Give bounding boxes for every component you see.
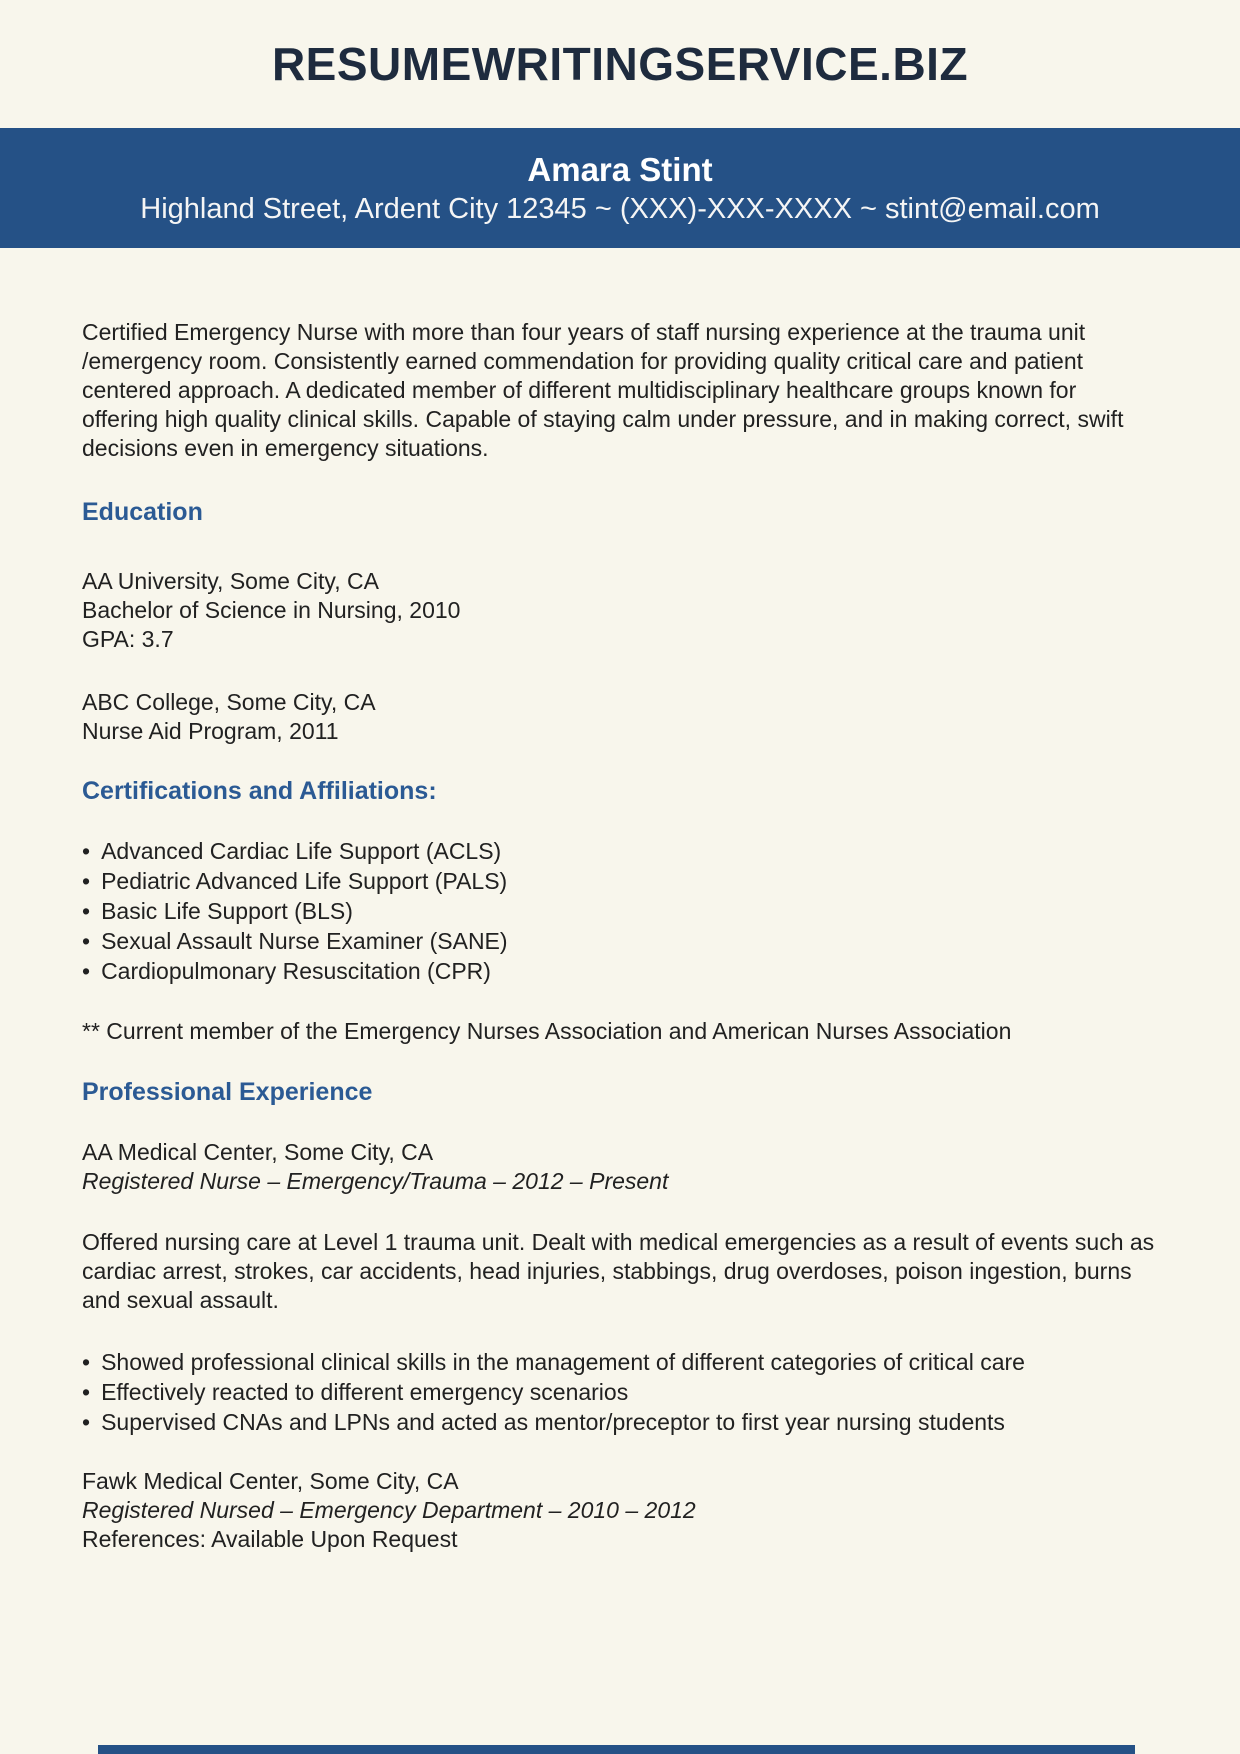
education-line: AA University, Some City, CA [82,568,379,594]
certification-item [82,926,1158,956]
certifications-list [82,836,1158,986]
education-line: Bachelor of Science in Nursing, 2010 [82,597,461,623]
certification-text: Pediatric Advanced Life Support (PALS) [101,868,508,894]
job-1-employer: AA Medical Center, Some City, CA [82,1139,434,1165]
name-banner [0,128,1240,248]
job-1-header [82,1138,1158,1196]
job-1-bullets [82,1347,1158,1437]
certification-item [82,836,1158,866]
candidate-name: Amara Stint [527,151,713,188]
job-bullet-text: Showed professional clinical skills in the management of different categories of critical care [101,1349,1025,1375]
references-line: References: Available Upon Request [82,1526,458,1552]
certification-item [82,866,1158,896]
certification-text: Sexual Assault Nurse Examiner (SANE) [101,928,508,954]
certification-item [82,896,1158,926]
job-bullet-text: Supervised CNAs and LPNs and acted as mentor/preceptor to first year nursing students [101,1409,1005,1435]
certification-text: Advanced Cardiac Life Support (ACLS) [101,838,502,864]
education-line: ABC College, Some City, CA [82,689,376,715]
job-bullet-text: Effectively reacted to different emergency scenarios [101,1379,629,1405]
section-heading-certifications: Certifications and Affiliations: [82,777,437,805]
certification-item [82,956,1158,986]
certification-text: Cardiopulmonary Resuscitation (CPR) [101,958,491,984]
site-title: RESUMEWRITINGSERVICE.BIZ [271,38,969,90]
bullet-icon: • [82,838,91,864]
resume-body [0,248,1240,1554]
section-heading-experience: Professional Experience [82,1078,373,1106]
bullet-icon: • [82,928,91,954]
job-1-description: Offered nursing care at Level 1 trauma unit. Dealt with medical emergencies as a result of events such as cardiac arrest, strokes, car accidents, head injuries, stabbings, drug overdoses, poison ingestion, burns and sexual assault. [82,1229,1155,1313]
job-2-employer: Fawk Medical Center, Some City, CA [82,1468,459,1494]
bullet-icon: • [82,958,91,984]
job-bullet-item [82,1407,1158,1437]
job-2-title-line: Registered Nursed – Emergency Department – 2010 – 2012 [82,1497,696,1523]
contact-line: Highland Street, Ardent City 12345 ~ (XXX)-XXX-XXXX ~ stint@email.com [140,193,1100,225]
job-1-title-line: Registered Nurse – Emergency/Trauma – 2012 – Present [82,1168,669,1194]
section-heading-education: Education [82,498,203,526]
footer-accent-bar [98,1745,1135,1754]
bullet-icon: • [82,1379,91,1405]
education-entry-2 [82,688,1158,746]
summary-paragraph: Certified Emergency Nurse with more than four years of staff nursing experience at the trauma unit /emergency room. Consistently earned commendation for providing quality critical care and patient centered approach. A dedicated member of different multidisciplinary healthcare groups known for offering high quality clinical skills. Capable of staying calm under pressure, and in making correct, swift decisions even in emergency situations. [82,319,1124,461]
membership-note: ** Current member of the Emergency Nurses Association and American Nurses Association [82,1018,1012,1044]
bullet-icon: • [82,868,91,894]
bullet-icon: • [82,898,91,924]
job-2-header [82,1467,1158,1554]
site-header [0,0,1240,128]
job-bullet-item [82,1347,1158,1377]
education-line: Nurse Aid Program, 2011 [82,718,339,744]
education-line: GPA: 3.7 [82,626,174,652]
education-entry-1 [82,567,1158,654]
certification-text: Basic Life Support (BLS) [101,898,353,924]
bullet-icon: • [82,1409,91,1435]
bullet-icon: • [82,1349,91,1375]
job-bullet-item [82,1377,1158,1407]
